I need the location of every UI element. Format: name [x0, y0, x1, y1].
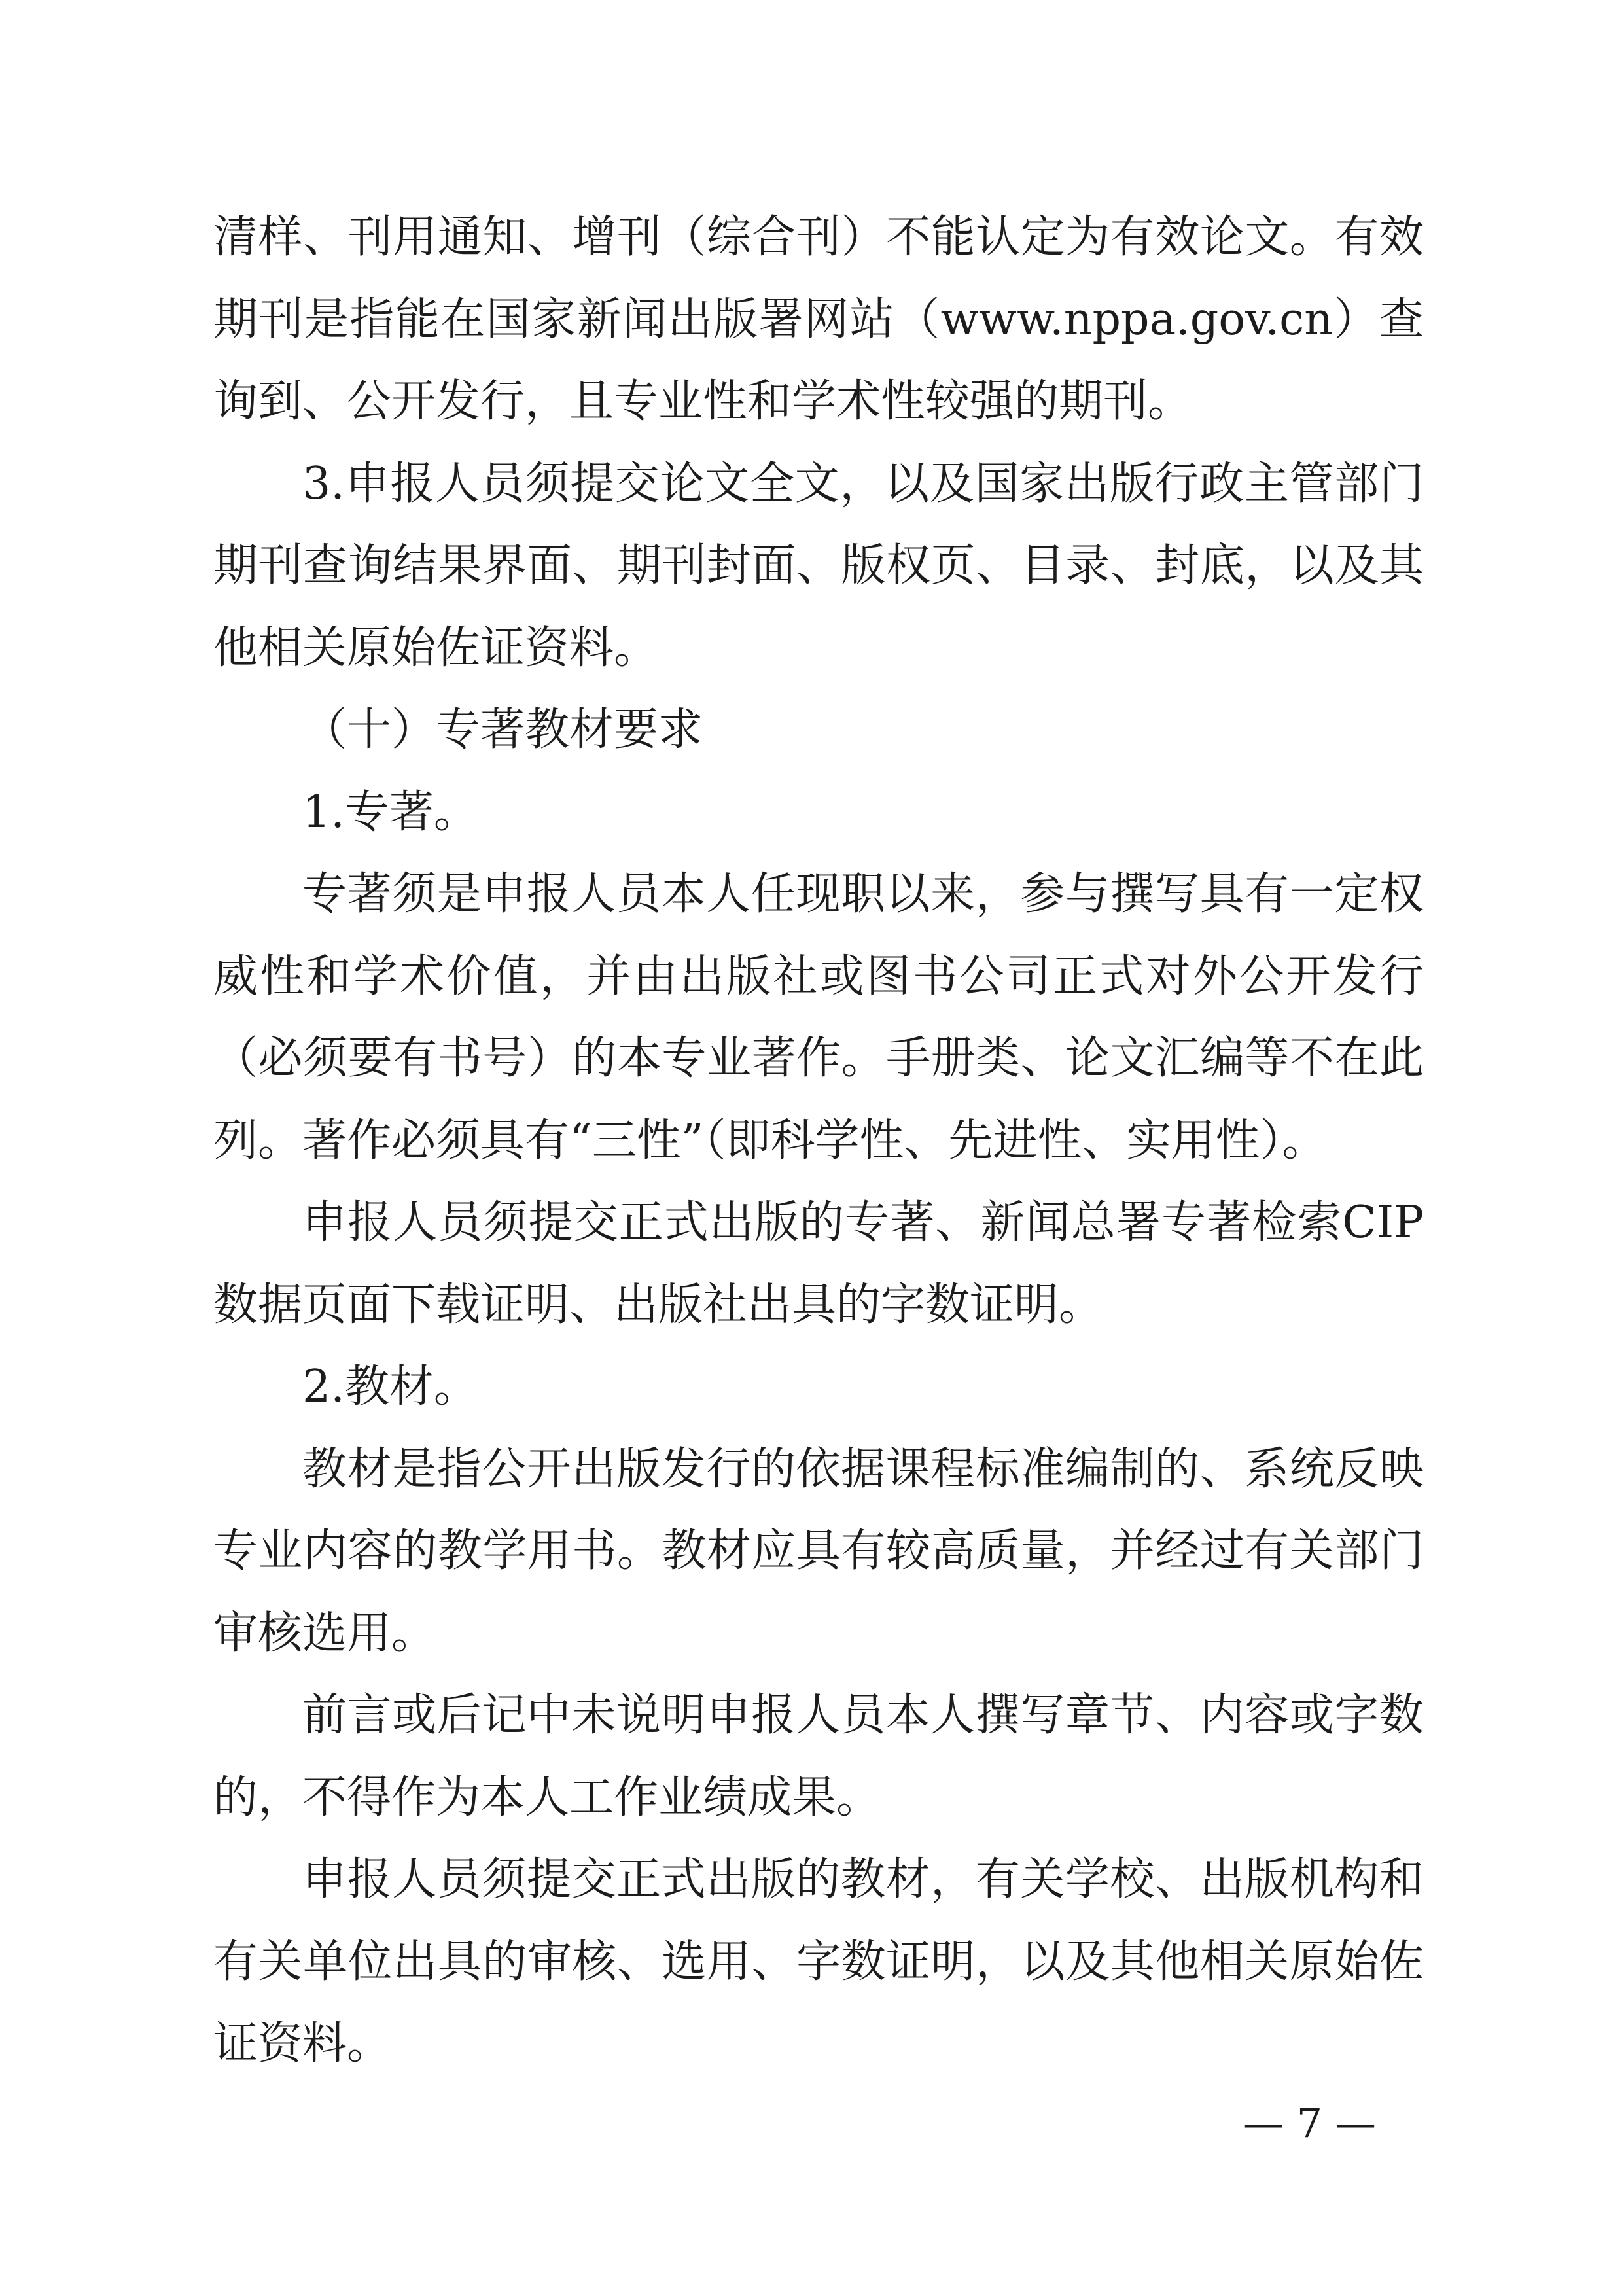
paragraph-paper-submission: 3.申报人员须提交论文全文，以及国家出版行政主管部门期刊查询结果界面、期刊封面、版权页、目录、封底，以及其他相关原始佐证资料。: [213, 457, 1424, 674]
paragraph-monograph-submission: 申报人员须提交正式出版的专著、新闻总署专著检索CIP数据页面下载证明、出版社出具的字数证明。: [213, 1197, 1424, 1331]
paragraph-textbook-submission: 申报人员须提交正式出版的教材，有关学校、出版机构和有关单位出具的审核、选用、字数证明，以及其他相关原始佐证资料。: [213, 1854, 1424, 2070]
paragraph-effective-journals: 清样、刊用通知、增刊（综合刊）不能认定为有效论文。有效期刊是指能在国家新闻出版署网站（www.nppa.gov.cn）查询到、公开发行，且专业性和学术性较强的期刊。: [213, 211, 1424, 427]
body-text: [213, 196, 1424, 2085]
page-number: — 7 —: [1243, 2099, 1376, 2147]
paragraph-textbook-authorship: 前言或后记中未说明申报人员本人撰写章节、内容或字数的，不得作为本人工作业绩成果。: [213, 1689, 1424, 1824]
paragraph-monograph-definition: 专著须是申报人员本人任现职以来，参与撰写具有一定权威性和学术价值，并由出版社或图书公司正式对外公开发行（必须要有书号）的本专业著作。手册类、论文汇编等不在此列。著作必须具有“三性”（即科学性、先进性、实用性）。: [213, 868, 1424, 1167]
subheading-monograph: 1.专著。: [302, 786, 478, 838]
section-heading-monograph-textbook: （十）专著教材要求: [302, 704, 703, 756]
subheading-textbook: 2.教材。: [302, 1361, 478, 1413]
paragraph-textbook-definition: 教材是指公开出版发行的依据课程标准编制的、系统反映专业内容的教学用书。教材应具有较高质量，并经过有关部门审核选用。: [213, 1443, 1424, 1659]
